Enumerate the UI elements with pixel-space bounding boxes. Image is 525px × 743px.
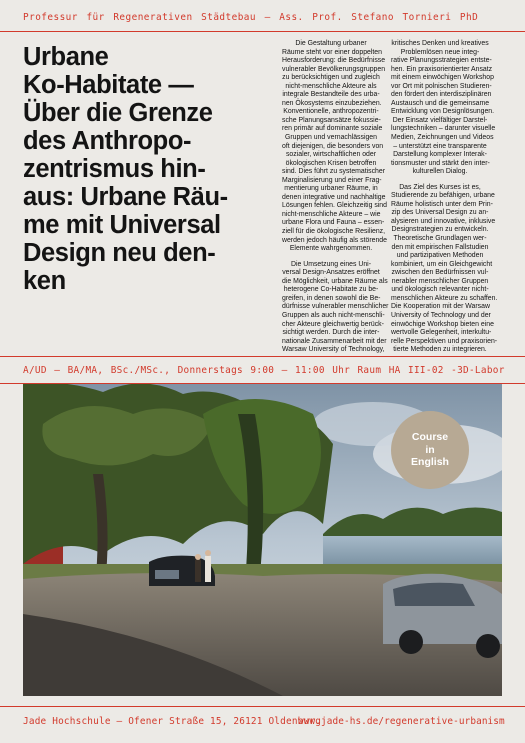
body-text-line: sozialer, wirtschaftlichen oder [285, 151, 376, 159]
body-text-line: alysieren und innovative, inklusive [391, 217, 496, 225]
body-text-line: heterogene Co-Habitate zu be- [283, 286, 379, 294]
body-text-line: einwöchige Workshop bieten eine [391, 320, 494, 328]
body-text-line: Austausch und die gemeinsame [391, 99, 490, 107]
title-line: Urbane [23, 43, 109, 71]
body-text-line: wertvolle Gelegenheit, interkultu- [391, 329, 492, 337]
title-line: Ko-Habitate — [23, 71, 194, 99]
body-text-line: Räume holistisch unter dem Prin- [391, 200, 493, 208]
body-text-line: sichtigt werden. Durch die inter- [282, 329, 380, 337]
header-text: Professur für Regenerativen Städtebau — Ass. Prof. Stefano Tornieri PhD [23, 12, 479, 23]
body-text-line: ökologischen Krisen betroffen [285, 159, 377, 167]
body-text-line: – unterstützt eine transparente [393, 142, 487, 150]
body-text-line: zip des Universal Design zu an- [391, 209, 489, 217]
body-text-line: Gruppen und vernachlässigen [285, 134, 377, 142]
body-text-line: nerabler menschlicher Gruppen [391, 277, 489, 285]
body-text-line: kulturellen Dialog. [412, 168, 468, 176]
body-text-line: greifen, in denen sowohl die Be- [282, 294, 381, 302]
body-text-line: rative Planungsstrategien entste- [391, 57, 492, 65]
body-text-line: lungstechniken – darunter visuelle [391, 125, 496, 133]
body-text-line: Entwicklung von Designlösungen. [391, 108, 495, 116]
badge-line: Course [411, 431, 449, 444]
body-text-line: Die Kooperation mit der Warsaw [391, 303, 490, 311]
body-text-line: integrale Bestandteile des urba- [282, 91, 380, 99]
body-text-line: menschlichen Akteure zu schaffen. [391, 294, 498, 302]
body-text-line: Konventionelle, anthropozentri- [283, 108, 379, 116]
body-text-line: Problemlösen neue integ- [400, 48, 480, 56]
body-text-line: Marginalisierung und einer Frag- [282, 176, 382, 184]
body-text-line: tierte Methoden zu integrieren. [393, 346, 487, 354]
header-bar [0, 0, 525, 32]
body-text-line: Die Umsetzung eines Uni- [290, 260, 372, 268]
footer-bar [0, 706, 525, 743]
title-line: aus: Urbane Räu- [23, 183, 228, 211]
body-text-line: Herausforderung: die Bedürfnisse [282, 57, 386, 65]
body-text-line: hen. Ein praxisorientierter Ansatz [391, 65, 493, 73]
body-text-line: kritisches Denken und kreatives [391, 40, 489, 47]
body-text-line: nen Ökosystems einzubeziehen. [282, 99, 382, 107]
body-text-line: Theoretische Grundlagen wer- [393, 235, 487, 243]
body-text-line: Studierende zu befähigen, urbane [391, 192, 495, 200]
body-text-line: nicht-menschliche Akteure – wie [282, 210, 381, 218]
body-text-line: sche Planungsansätze fokussie- [282, 116, 381, 124]
course-info-text: A/UD — BA/MA, BSc./MSc., Donnerstags 9:00 — 11:00 Uhr Raum HA III-02 -3D-Labor [23, 365, 505, 376]
title-line: Über die Grenze [23, 99, 213, 127]
paragraph-gap [391, 177, 489, 184]
body-text-line: werden jedoch häufig als störende [282, 236, 387, 244]
page-title [23, 43, 271, 295]
body-text-line: versal Design-Ansatzes eröffnet [282, 269, 380, 277]
body-text-line: ziell für die ökologische Resilienz, [282, 228, 386, 236]
body-text-line: zwischen den Bedürfnissen vul- [391, 269, 489, 277]
footer-address: Jade Hochschule — Ofener Straße 15, 26121 Oldenburg [23, 716, 322, 727]
body-text-line: Gruppen als auch nicht-menschli- [282, 311, 385, 319]
body-text-line: ren primär auf dominante soziale [282, 125, 383, 133]
body-text-line: den mit empirischen Fallstudien [391, 243, 489, 251]
body-text-line: Elemente wahrgenommen. [289, 245, 373, 253]
body-text-line: relle Perspektiven und praxisorien- [391, 337, 498, 345]
badge-line: English [411, 456, 449, 469]
body-text-line: University of Technology und der [391, 311, 491, 319]
body-text-line: Lösungen fehlen. Gleichzeitig sind [282, 202, 387, 210]
body-text-line: vor Ort mit polnischen Studieren- [391, 82, 492, 90]
body-text-line: Der Einsatz vielfältiger Darstel- [392, 116, 488, 124]
body-text-line: Räume steht vor einer doppelten [282, 48, 382, 56]
body-text-line: nationale Zusammenarbeit mit der [282, 337, 387, 345]
body-text-line: und partizipativen Methoden [396, 252, 484, 260]
body-text-line: zu berücksichtigen und zugleich [282, 74, 380, 82]
body-text-line: denen integrative und nachhaltige [282, 193, 386, 201]
body-text-line: Medien, Zeichnungen und Videos [391, 134, 494, 142]
title-line: me mit Universal [23, 211, 221, 239]
body-text-line: nicht-menschliche Akteure als [285, 82, 377, 90]
paragraph-gap [282, 254, 380, 261]
body-text-line: urbane Flora und Fauna – essen- [282, 219, 385, 227]
title-line: zentrismus hin- [23, 155, 206, 183]
body-text-line: Das Ziel des Kurses ist es, [399, 183, 481, 191]
body-text-line: die Möglichkeit, urbane Räume als [282, 277, 388, 285]
title-line: ken [23, 267, 66, 295]
body-text-line: tionsmuster und stärkt den inter- [391, 159, 490, 167]
badge-line: in [425, 443, 435, 456]
body-text-line: oft diejenigen, die besonders von [282, 142, 384, 150]
body-text-line: vulnerabler Bevölkerungsgruppen [282, 65, 386, 73]
body-text-line: Die Gestaltung urbaner [295, 40, 367, 47]
body-text-line: und ökologisch relevanter nicht- [391, 286, 489, 294]
body-text-line: Designstrategien zu entwickeln. [391, 226, 489, 234]
footer-url-link[interactable]: www.jade-hs.de/regenerative-urbanism [298, 716, 505, 727]
body-text-line: mentierung urbaner Räume, in [284, 185, 378, 193]
body-text-line: Warsaw University of Technology, [282, 346, 385, 354]
body-column-1 [282, 40, 389, 355]
title-line: Design neu den- [23, 239, 216, 267]
body-text-line: dürfnisse vulnerabler menschlicher [282, 303, 389, 311]
course-info-bar [0, 356, 525, 384]
body-text-line: kombiniert, um ein Gleichgewicht [391, 260, 493, 268]
body-text-line: sind. Dies führt zu systematischer [282, 168, 386, 176]
body-text-line: den fördert den interdisziplinären [391, 91, 492, 99]
body-column-2 [391, 40, 498, 355]
body-text-line: cher Akteure gleichwertig berück- [282, 320, 384, 328]
body-text-line: mit einem einwöchigen Workshop [391, 74, 494, 82]
title-line: des Anthropo- [23, 127, 192, 155]
body-text-line: Darstellung komplexer Interak- [393, 151, 487, 159]
course-in-english-badge [391, 411, 469, 489]
